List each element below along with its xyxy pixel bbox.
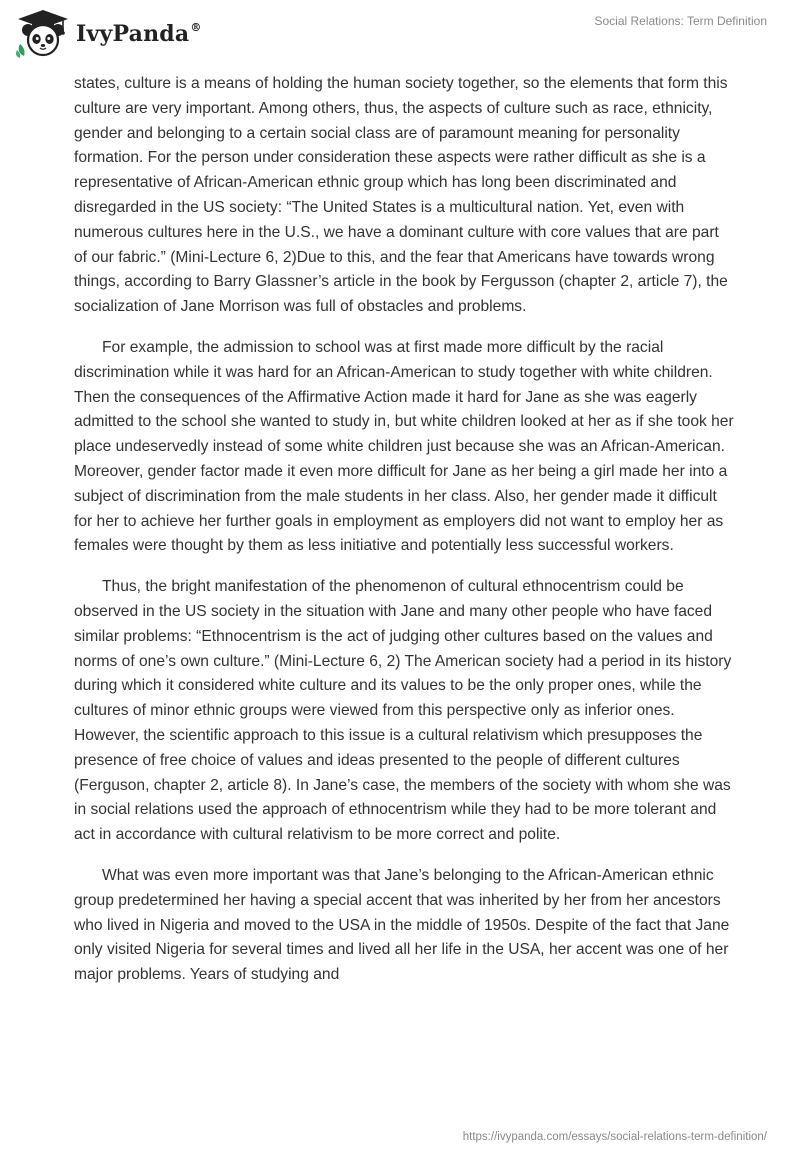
paragraph: What was even more important was that Jane’s belonging to the African-American ethnic group predetermined her having a special accent that was inherited by her from her ancestors who lived in Nigeria and moved to the USA in the middle of 1950s. Despite of the fact that Jane only visited Nigeria for several times and lived all her life in the USA, her accent was one of her major problems. Years of studying and <box>74 866 730 984</box>
essay-body <box>74 72 734 1004</box>
panda-graduate-icon <box>14 8 72 58</box>
paragraph: states, culture is a means of holding the human society together, so the elements that form this culture are very important. Among others, thus, the aspects of culture such as race, ethnicity, gender and belonging to a certain social class are of paramount meaning for personality formation. For the person under consideration these aspects were rather difficult as she is a representative of African-American ethnic group which has long been discriminated and disregarded in the US society: “The United States is a multicultural nation. Yet, even with numerous cultures here in the U.S., we have a dominant culture with core values that are part of our fabric.” (Mini-Lecture 6, 2)Due to this, and the fear that Americans have towards wrong things, according to Barry Glassner’s article in the book by Fergusson (chapter 2, article 7), the socialization of Jane Morrison was full of obstacles and problems. <box>74 75 728 316</box>
logo[interactable] <box>14 8 202 58</box>
page-header <box>0 0 800 70</box>
logo-text: IvyPanda® <box>76 20 202 47</box>
source-url[interactable]: https://ivypanda.com/essays/social-relations-term-definition/ <box>462 1131 767 1143</box>
paragraph: For example, the admission to school was at first made more difficult by the racial discrimination while it was hard for an African-American to study together with white children. Then the consequences of the Affirmative Action made it hard for Jane as she was eagerly admitted to the school she wanted to study in, but white children looked at her as if she took her place undeservedly instead of some white children just because she was an African-American. Moreover, gender factor made it even more difficult for Jane as her being a girl made her into a subject of discrimination from the male students in her class. Also, her gender made it difficult for her to achieve her further goals in employment as employers did not want to employ her as females were thought by them as less initiative and potentially less successful workers. <box>74 338 734 555</box>
paragraph: Thus, the bright manifestation of the phenomenon of cultural ethnocentrism could be observed in the US society in the situation with Jane and many other people who have faced similar problems: “Ethnocentrism is the act of judging other cultures based on the values and norms of one’s own culture.” (Mini-Lecture 6, 2) The American society had a period in its history during which it considered white culture and its values to be the only proper ones, while the cultures of minor ethnic groups were viewed from this perspective only as inferior ones. However, the scientific approach to this issue is a cultural relativism which presupposes the presence of free choice of values and ideas presented to the people of different cultures (Ferguson, chapter 2, article 8). In Jane’s case, the members of the society with whom she was in social relations used the approach of ethnocentrism while they had to be more tolerant and act in accordance with cultural relativism to be more correct and polite. <box>74 578 732 844</box>
registered-mark: ® <box>190 20 202 34</box>
document-title: Social Relations: Term Definition <box>594 14 767 28</box>
